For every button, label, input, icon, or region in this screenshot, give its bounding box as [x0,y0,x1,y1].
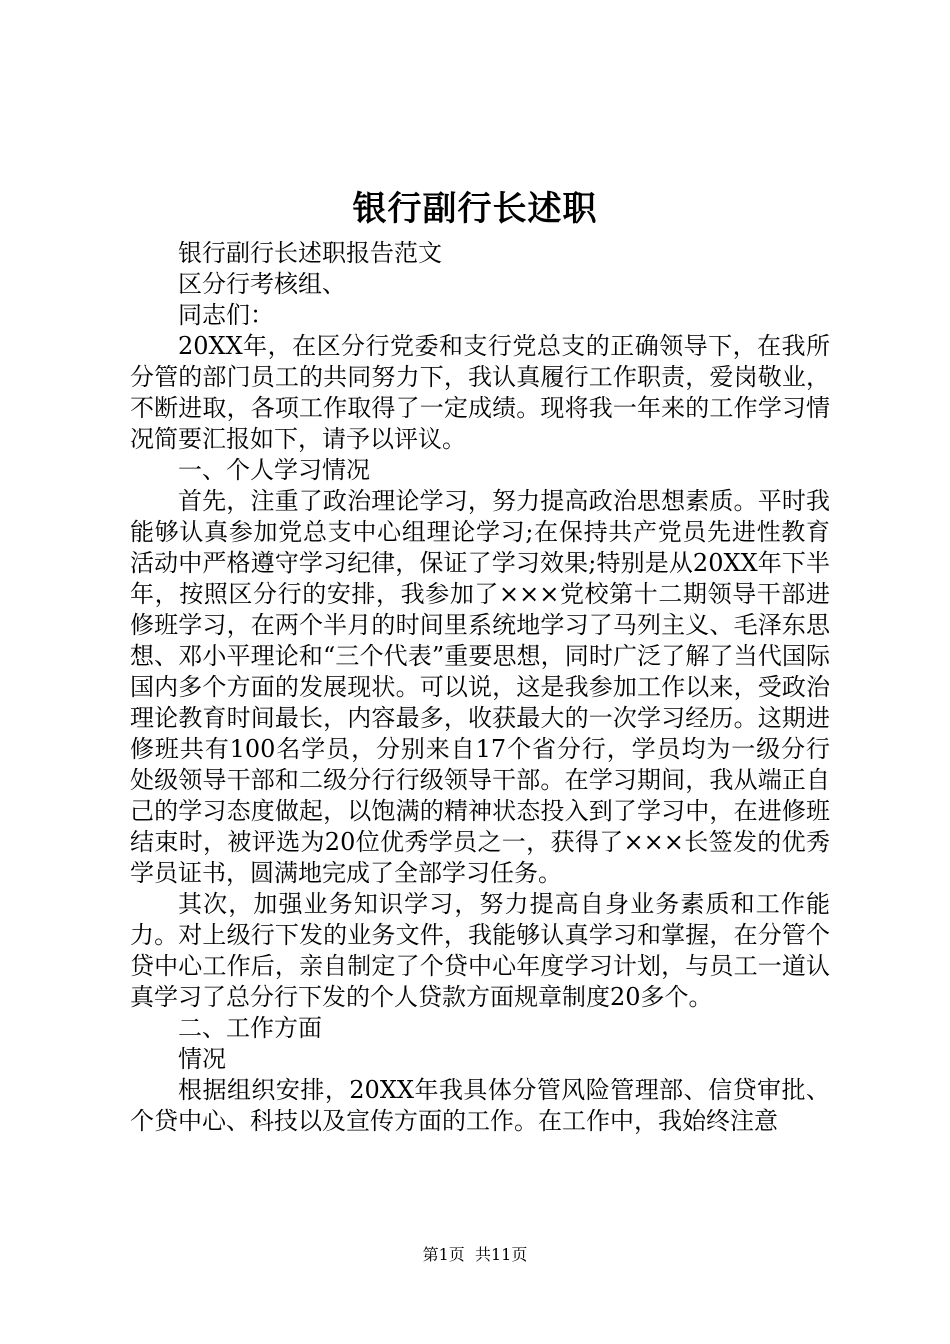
page-footer [0,1244,950,1266]
section-heading-situation: 情况 [178,1045,226,1073]
paragraph-business-study: 其次，加强业务知识学习，努力提高自身业务素质和工作能力。对上级行下发的业务文件，我能够认真学习和掌握，在分管个贷中心工作后，亲自制定了个贷中心年度学习计划，与员工一道认真学习了总分行下发的个人贷款方面规章制度20多个。 [130,890,830,1011]
section-heading-study: 一、个人学习情况 [178,456,370,484]
paragraph-work-scope: 根据组织安排，20XX年我具体分管风险管理部、信贷审批、个贷中心、科技以及宣传方面的工作。在工作中，我始终注意 [130,1076,830,1135]
page-number: 第1页 [422,1245,465,1264]
paragraph-political-study: 首先，注重了政治理论学习，努力提高政治思想素质。平时我能够认真参加党总支中心组理论学习;在保持共产党员先进性教育活动中严格遵守学习纪律，保证了学习效果;特别是从20XX年下半年，按照区分行的安排，我参加了×××党校第十二期领导干部进修班学习，在两个半月的时间里系统地学习了马列主义、毛泽东思想、邓小平理论和“三个代表”重要思想，同时广泛了解了当代国际国内多个方面的发展现状。可以说，这是我参加工作以来，受政治理论教育时间最长，内容最多，收获最大的一次学习经历。这期进修班共有100名学员，分别来自17个省分行，学员均为一级分行处级领导干部和二级分行行级领导干部。在学习期间，我从端正自己的学习态度做起，以饱满的精神状态投入到了学习中，在进修班结束时，被评选为20位优秀学员之一，获得了×××长签发的优秀学员证书，圆满地完成了全部学习任务。 [130,487,830,887]
paragraph-addressee: 区分行考核组、 [178,270,346,298]
paragraph-subtitle: 银行副行长述职报告范文 [178,239,442,267]
page-total: 共11页 [474,1245,528,1264]
paragraph-intro: 20XX年，在区分行党委和支行党总支的正确领导下，在我所分管的部门员工的共同努力下，我认真履行工作职责，爱岗敬业，不断进取，各项工作取得了一定成绩。现将我一年来的工作学习情况简要汇报如下，请予以评议。 [130,332,830,453]
paragraph-salutation: 同志们： [178,301,274,329]
document-body [130,238,830,1137]
section-heading-work: 二、工作方面 [178,1014,322,1042]
document-title: 银行副行长述职 [352,189,598,229]
